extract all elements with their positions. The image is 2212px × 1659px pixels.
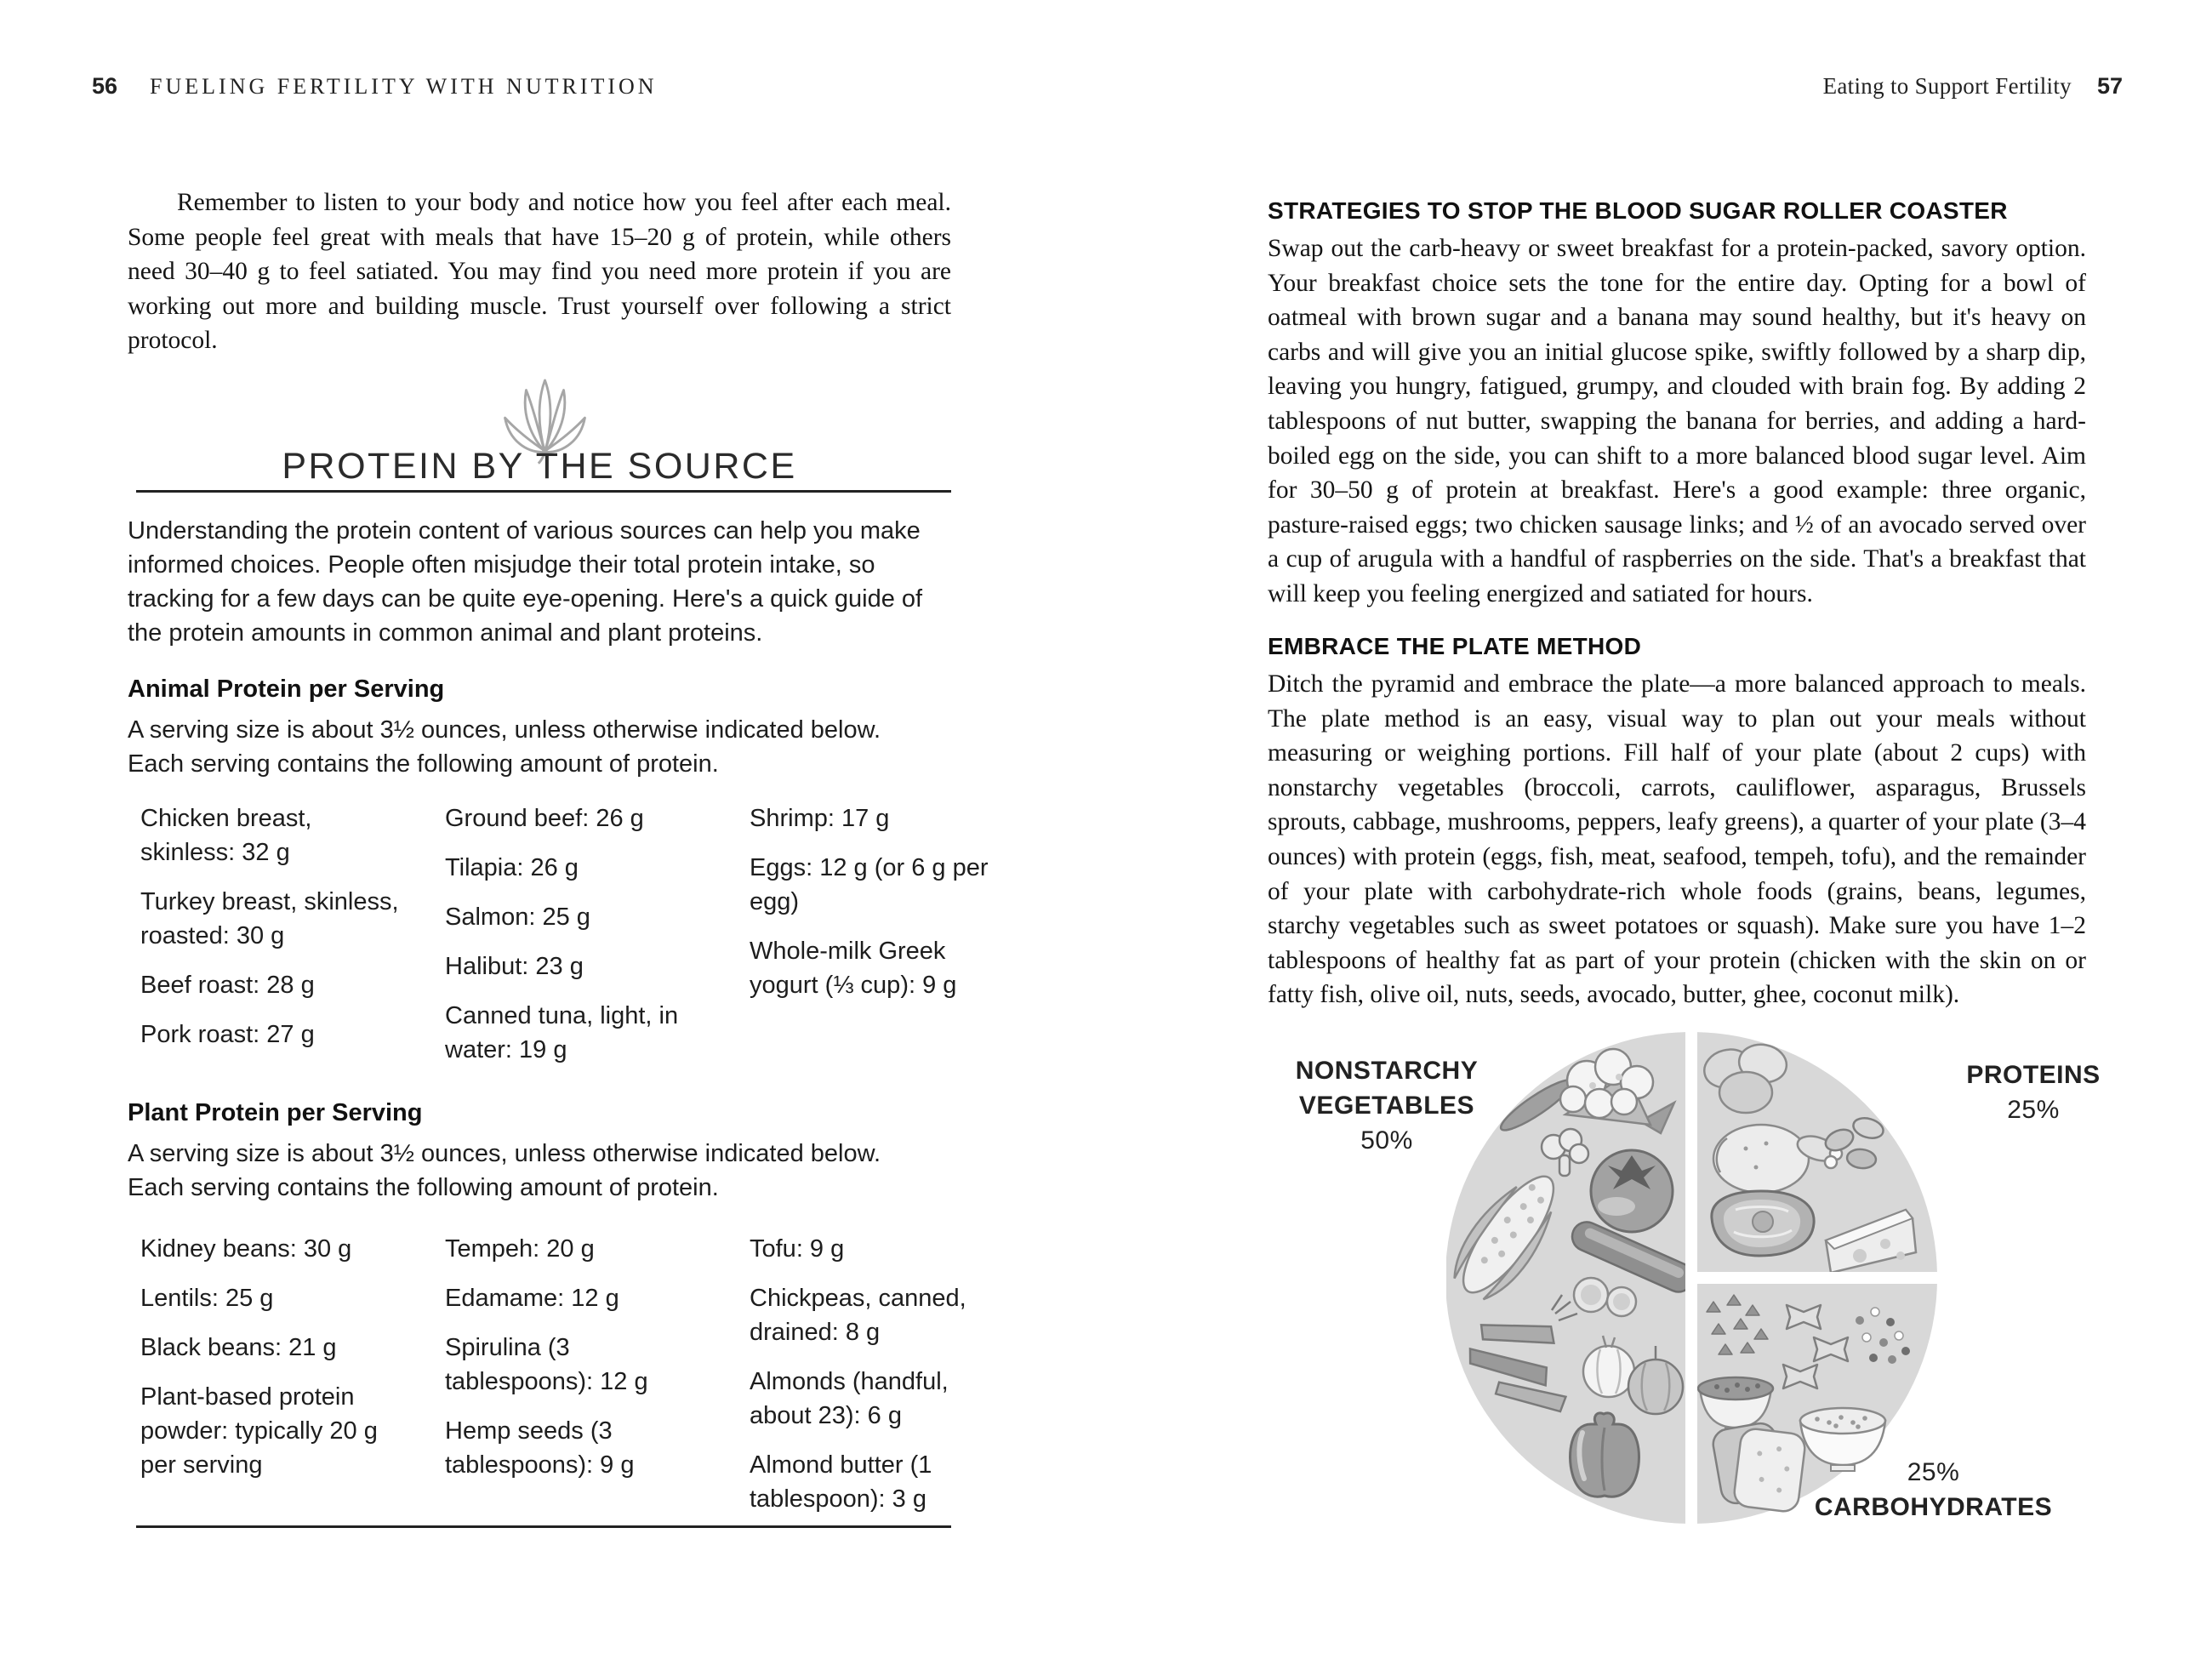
- list-item: Spirulina (3 tablespoons): 12 g: [445, 1334, 648, 1395]
- carbohydrates-label: [1778, 1455, 2089, 1525]
- animal-serving-note-1: A serving size is about 3½ ounces, unless otherwise indicated below.: [128, 716, 881, 744]
- list-item: Tempeh: 20 g: [445, 1235, 595, 1263]
- blood-sugar-section-heading: STRATEGIES TO STOP THE BLOOD SUGAR ROLLER COASTER: [1268, 197, 2008, 224]
- vegetables-label: [1251, 1053, 1523, 1158]
- list-item: Eggs: 12 g (or 6 g per egg): [750, 854, 989, 915]
- list-item: Pork roast: 27 g: [140, 1021, 315, 1048]
- right-page-number: 57: [2096, 73, 2123, 99]
- plant-protein-column-1: [140, 1232, 404, 1531]
- left-page-number: 56: [92, 73, 118, 99]
- left-running-head: [92, 73, 658, 100]
- list-item: Canned tuna, light, in water: 19 g: [445, 1002, 679, 1063]
- list-item: Chickpeas, canned, drained: 8 g: [750, 1285, 966, 1346]
- plant-protein-heading: Plant Protein per Serving: [128, 1099, 423, 1126]
- plant-serving-note-1: A serving size is about 3½ ounces, unless otherwise indicated below.: [128, 1140, 881, 1167]
- feature-box-title: PROTEIN BY THE SOURCE: [282, 446, 797, 487]
- animal-serving-note-2: Each serving contains the following amount of protein.: [128, 750, 719, 778]
- list-item: Shrimp: 17 g: [750, 805, 890, 832]
- plant-serving-note-2: Each serving contains the following amount of protein.: [128, 1174, 719, 1201]
- tomato-illustration: [1591, 1150, 1673, 1232]
- plant-protein-list: [140, 1232, 1013, 1531]
- list-item: Beef roast: 28 g: [140, 972, 315, 999]
- feature-box-top-rule: [136, 490, 951, 493]
- plate-method-section-body: Ditch the pyramid and embrace the plate—a more balanced approach to meals. The plate method is an easy, visual way to plan out your meals without measuring or weighing portions. Fill half of your plate (about 2 cups) with nonstarchy vegetables (broccoli, carrots, cauliflower, asparagus, Brussels sprouts, cabbage, mushrooms, peppers, leafy greens), a quarter of your plate (3–4 ounces) with protein (eggs, fish, meat, seafood, tempeh, tofu), and the remainder of your plate with carbohydrate-rich whole foods (grains, beans, legumes, starchy vegetables such as sweet potatoes or squash). Make sure you have 1–2 tablespoons of healthy fat as part of your protein (chicken with the skin on or fatty fish, olive oil, nuts, seeds, avocado, butter, ghee, coconut milk).: [1268, 670, 2086, 1009]
- animal-protein-heading: Animal Protein per Serving: [128, 676, 445, 703]
- plant-protein-column-3: [750, 1232, 1013, 1531]
- list-item: Almond butter (1 tablespoon): 3 g: [750, 1451, 932, 1513]
- list-item: Edamame: 12 g: [445, 1285, 619, 1312]
- right-running-head: [1823, 73, 2123, 100]
- intro-paragraph: Remember to listen to your body and notice how you feel after each meal. Some people feel great with meals that have 15–20 g of protein, while others need 30–40 g to feel satiated. You may find you need more protein if you are working out more and building muscle. Trust yourself over following a strict protocol.: [128, 189, 951, 355]
- plant-protein-column-2: [445, 1232, 709, 1531]
- salmon-illustration: [1712, 1191, 1814, 1256]
- vegetables-label-percent: 50%: [1360, 1126, 1413, 1154]
- list-item: Black beans: 21 g: [140, 1334, 337, 1361]
- animal-protein-column-2: [445, 801, 709, 1082]
- left-running-head-title: FUELING FERTILITY WITH NUTRITION: [150, 74, 658, 99]
- list-item: Kidney beans: 30 g: [140, 1235, 352, 1263]
- list-item: Whole-milk Greek yogurt (⅓ cup): 9 g: [750, 938, 957, 999]
- list-item: Turkey breast, skinless, roasted: 30 g: [140, 888, 399, 949]
- list-item: Lentils: 25 g: [140, 1285, 274, 1312]
- list-item: Hemp seeds (3 tablespoons): 9 g: [445, 1417, 635, 1479]
- proteins-label-percent: 25%: [2007, 1096, 2060, 1124]
- carbohydrates-label-percent: 25%: [1907, 1458, 1960, 1486]
- plate-method-section-heading: EMBRACE THE PLATE METHOD: [1268, 633, 1642, 659]
- feature-box-intro: Understanding the protein content of various sources can help you make informed choices. People often misjudge their total protein intake, so tracking for a few days can be quite eye-opening. Here's a quick guide of the protein amounts in common animal and plant proteins.: [128, 517, 923, 647]
- animal-protein-list: [140, 801, 1013, 1082]
- vegetables-label-name: NONSTARCHY VEGETABLES: [1295, 1057, 1479, 1120]
- list-item: Ground beef: 26 g: [445, 805, 644, 832]
- blood-sugar-section-body: Swap out the carb-heavy or sweet breakfast for a protein-packed, savory option. Your breakfast choice sets the tone for the entire day. Opting for a bowl of oatmeal with brown sugar and a banana may sound healthy, but it's heavy on carbs and will give you an initial glucose spike, swiftly followed by a sharp dip, leaving you hungry, fatigued, grumpy, and clouded with brain fog. By adding 2 tablespoons of nut butter, swapping the banana for berries, and adding a hard-boiled egg on the side, you can shift to a more balanced blood sugar level. Aim for 30–50 g of protein at breakfast. Here's a good example: three organic, pasture-raised eggs; two chicken sausage links; and ½ of an avocado served over a cup of arugula with a handful of raspberries on the side. That's a breakfast that will keep you feeling energized and satiated for hours.: [1268, 235, 2086, 607]
- list-item: Plant-based protein powder: typically 20 g per serving: [140, 1383, 378, 1479]
- list-item: Almonds (handful, about 23): 6 g: [750, 1368, 949, 1429]
- list-item: Salmon: 25 g: [445, 904, 590, 931]
- feature-box-bottom-rule: [136, 1525, 951, 1528]
- proteins-label: [1910, 1058, 2157, 1127]
- animal-protein-column-3: [750, 801, 1013, 1082]
- right-running-head-title: Eating to Support Fertility: [1822, 73, 2072, 99]
- list-item: Halibut: 23 g: [445, 953, 584, 980]
- list-item: Tilapia: 26 g: [445, 854, 579, 881]
- proteins-label-name: PROTEINS: [1966, 1061, 2101, 1089]
- carbohydrates-label-name: CARBOHYDRATES: [1814, 1493, 2053, 1521]
- animal-protein-column-1: [140, 801, 404, 1082]
- list-item: Tofu: 9 g: [750, 1235, 845, 1263]
- list-item: Chicken breast, skinless: 32 g: [140, 805, 312, 866]
